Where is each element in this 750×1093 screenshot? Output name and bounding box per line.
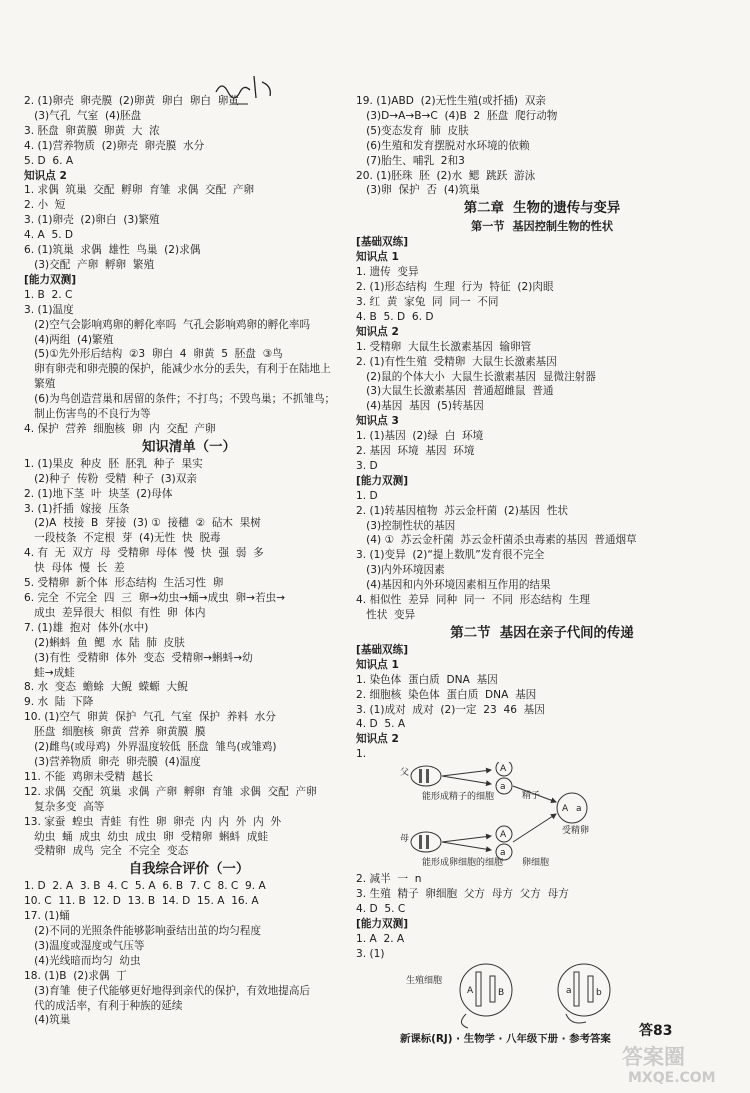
- answer-line: 9. 水 陆 下降: [24, 696, 94, 709]
- answer-line: 3. (1): [356, 947, 385, 960]
- gamete-diagram: [356, 762, 728, 872]
- answer-line: 13. 家蚕 蝗虫 青蛙 有性 卵 卵壳 内 内 外 内 外: [24, 815, 282, 828]
- answer-line: 蛙→成蛙: [24, 666, 75, 679]
- answer-line: 10. C 11. B 12. D 13. B 14. D 15. A 16. A: [24, 895, 259, 908]
- answer-line: 4. 保护 营养 细胞核 卵 内 交配 产卵: [24, 422, 216, 435]
- sperm-cell-caption: 能形成精子的细胞: [422, 792, 495, 803]
- reproductive-cell-caption: 生殖细胞: [406, 975, 443, 986]
- answer-line: (4)两组 (4)繁殖: [24, 333, 114, 346]
- answer-line: 性状 变异: [356, 609, 416, 621]
- answer-line: (3)有性 受精卵 体外 变态 受精卵→蝌蚪→幼: [24, 651, 253, 664]
- answer-line: (2)不同的光照条件能够影响蚕结出茧的均匀程度: [24, 925, 261, 938]
- mother-label: 母: [400, 834, 410, 845]
- answer-line: (7)胎生、哺乳 2和3: [356, 154, 465, 167]
- section-heading: 第二章 生物的遗传与变异: [463, 200, 621, 217]
- answer-line: 4. 相似性 差异 同种 同一 不同 形态结构 生理: [356, 594, 590, 607]
- answer-line: 3. 红 黄 家兔 同 同一 不同: [356, 295, 499, 308]
- answer-line: 4. D 5. C: [356, 902, 406, 915]
- answer-line: 3. 胚盘 卵黄膜 卵黄 大 浓: [24, 124, 160, 137]
- answer-line: 4. D 5. A: [356, 718, 406, 731]
- answer-line: 1. (1)果皮 种皮 胚 胚乳 种子 果实: [24, 457, 203, 470]
- answer-line: 2. (1)有性生殖 受精卵 大鼠生长激素基因: [356, 355, 557, 368]
- answer-label: [能力双测]: [356, 917, 409, 930]
- answer-line: (6)为鸟创造营巢和居留的条件；不打鸟；不毁鸟巢；不抓雏鸟；: [24, 393, 336, 406]
- answer-line: (5)①先外形后结构 ②3 卵白 4 卵黄 5 胚盘 ③鸟: [24, 348, 283, 361]
- answer-line: (2)蝌蚪 鱼 鳃 水 陆 肺 皮肤: [24, 636, 185, 649]
- answer-line: 3. (1)变异 (2)“提上数肌”发育很不完全: [356, 549, 545, 562]
- section-heading: 知识清单（一）: [142, 438, 236, 455]
- answer-label: 知识点 2: [24, 169, 67, 182]
- right-answers-part-a: [356, 94, 728, 762]
- gene-label-A: A: [467, 985, 474, 996]
- answer-line: 1. D: [356, 489, 378, 502]
- answer-line: 4. (1)营养物质 (2)卵壳 卵壳膜 水分: [24, 139, 205, 152]
- answer-label: 知识点 1: [356, 251, 399, 264]
- subsection-heading: 第一节 基因控制生物的性状: [470, 219, 614, 234]
- answer-line: (3)控制性状的基因: [356, 519, 456, 532]
- answer-line: 2. 减半 一 n: [356, 873, 422, 886]
- answer-line: (4)筑巢: [24, 1014, 71, 1027]
- answer-line: 1. B 2. C: [24, 288, 73, 301]
- answer-line: 2. (1)形态结构 生理 行为 特征 (2)肉眼: [356, 281, 554, 294]
- answer-label: [基础双练]: [356, 236, 409, 249]
- father-label: 父: [400, 768, 410, 779]
- answer-column-left: [24, 94, 354, 1028]
- answer-line: 3. (1)成对 成对 (2)一定 23 46 基因: [356, 703, 545, 716]
- answer-line: (3)卵 保护 否 (4)筑巢: [356, 184, 480, 197]
- answer-line: (3)交配 产卵 孵卵 繁殖: [24, 258, 155, 271]
- answer-line: 5. 受精卵 新个体 形态结构 生活习性 卵: [24, 577, 224, 590]
- gene-label-B: B: [498, 987, 505, 998]
- gene-label-a: a: [566, 985, 572, 996]
- answer-line: (2)鼠的个体大小 大鼠生长激素基因 显微注射器: [356, 370, 596, 383]
- answer-line: 5. D 6. A: [24, 154, 74, 167]
- answer-label: [能力双测]: [24, 273, 77, 286]
- section-heading: 第二节 基因在亲子代间的传递: [450, 624, 634, 641]
- answer-line: 1. 染色体 蛋白质 DNA 基因: [356, 673, 498, 686]
- handwritten-scribble: [212, 72, 282, 116]
- answer-line: 3. D: [356, 459, 378, 472]
- answer-line: 3. (1)扦插 嫁接 压条: [24, 502, 130, 515]
- answer-line: 1. 遗传 变异: [356, 266, 419, 279]
- answer-line: 成虫 差异很大 相似 有性 卵 体内: [24, 606, 206, 619]
- answer-line: 4. 有 无 双方 母 受精卵 母体 慢 快 强 弱 多: [24, 547, 264, 560]
- answer-line: 17. (1)蛹: [24, 910, 70, 923]
- answer-line: (4) ① 苏云金杆菌 苏云金杆菌杀虫毒素的基因 普通烟草: [356, 534, 637, 547]
- answer-line: 1. (1)基因 (2)绿 白 环境: [356, 430, 484, 443]
- answer-line: (2)雌鸟(或母鸡) 外界温度较低 胚盘 雏鸟(或雏鸡): [24, 741, 277, 754]
- answer-label: 知识点 3: [356, 415, 399, 428]
- answer-line: (3)D→A→B→C (4)B 2 胚盘 爬行动物: [356, 109, 558, 122]
- answer-line: (4)基因和内外环境因素相互作用的结果: [356, 579, 551, 592]
- answer-line: 代的成活率，有利于种族的延续: [24, 999, 183, 1012]
- egg-caption: 卵细胞: [522, 858, 550, 869]
- answer-line: 快 母体 慢 长 差: [24, 562, 125, 575]
- answer-line: 繁殖: [24, 378, 56, 391]
- answer-column-right: [356, 94, 728, 1034]
- answer-line: 4. B 5. D 6. D: [356, 310, 434, 323]
- gene-label-A-top: A: [500, 764, 507, 775]
- answer-label: [能力双测]: [356, 474, 409, 487]
- sperm-caption: 精子: [522, 791, 541, 802]
- answer-line: 6. 完全 不完全 四 三 卵→幼虫→蛹→成虫 卵→若虫→: [24, 592, 286, 604]
- answer-label: 知识点 1: [356, 658, 399, 671]
- answer-line: 4. A 5. D: [24, 229, 74, 242]
- answer-line: (3)内外环境因素: [356, 564, 445, 577]
- answer-line: 6. (1)筑巢 求偶 雄性 鸟巢 (2)求偶: [24, 244, 201, 257]
- answer-line: (3)育雏 使子代能够更好地得到亲代的保护，有效地提高后: [24, 984, 311, 997]
- answer-line: 复杂多变 高等: [24, 800, 105, 813]
- answer-line: 18. (1)B (2)求偶 丁: [24, 969, 127, 982]
- answer-label: [基础双练]: [356, 643, 409, 656]
- answer-line: 8. 水 变态 蟾蜍 大鲵 蝾螈 大鲵: [24, 681, 188, 694]
- answer-line: 3. (1)温度: [24, 303, 74, 316]
- answer-line: 1. 求偶 筑巢 交配 孵卵 育雏 求偶 交配 产卵: [24, 184, 255, 197]
- answer-label: 知识点 2: [356, 733, 399, 746]
- egg-cell-caption: 能形成卵细胞的细胞: [422, 858, 504, 869]
- answer-label: 知识点 2: [356, 325, 399, 338]
- watermark-url: MXQE.COM: [628, 1070, 716, 1086]
- answer-line: 一段枝条 不定根 芽 (4)无性 快 脱毒: [24, 532, 221, 545]
- answer-line: 幼虫 蛹 成虫 幼虫 成虫 卵 受精卵 蝌蚪 成蛙: [24, 830, 269, 843]
- answer-line: (2)A 枝接 B 芽接 (3) ① 接穗 ② 砧木 果树: [24, 517, 261, 530]
- gene-label-a-bottom: a: [500, 848, 506, 859]
- answer-line: 2. 基因 环境 基因 环境: [356, 445, 475, 458]
- answer-line: 受精卵 成鸟 完全 不完全 变态: [24, 845, 189, 858]
- answer-line: 1. 受精卵 大鼠生长激素基因 输卵管: [356, 340, 532, 353]
- answer-line: 11. 不能 鸡卵未受精 越长: [24, 770, 154, 783]
- answer-line: (3)营养物质 卵壳 卵壳膜 (4)温度: [24, 755, 201, 768]
- zygote-caption: 受精卵: [562, 826, 590, 837]
- answer-line: 1. D 2. A 3. B 4. C 5. A 6. B 7. C 8. C 9. A: [24, 880, 266, 893]
- answer-line: 1.: [356, 748, 367, 761]
- answer-line: 3. (1)卵壳 (2)卵白 (3)繁殖: [24, 214, 160, 227]
- answer-line: (3)气孔 气室 (4)胚盘: [24, 109, 142, 122]
- gene-label-A-bottom: A: [500, 830, 507, 841]
- section-heading: 自我综合评价（一）: [128, 861, 250, 878]
- answer-line: 2. (1)地下茎 叶 块茎 (2)母体: [24, 487, 173, 500]
- answer-line: (2)种子 传粉 受精 种子 (3)双亲: [24, 472, 197, 485]
- answer-line: 1. A 2. A: [356, 932, 405, 945]
- answer-line: 2. (1)转基因植物 苏云金杆菌 (2)基因 性状: [356, 504, 569, 517]
- answer-line: 12. 求偶 交配 筑巢 求偶 产卵 孵卵 育雏 求偶 交配 产卵: [24, 785, 317, 798]
- answer-line: 胚盘 细胞核 卵黄 营养 卵黄膜 膜: [24, 726, 206, 739]
- answer-line: (2)空气会影响鸡卵的孵化率吗 气孔会影响鸡卵的孵化率吗: [24, 318, 311, 331]
- gene-label-a-top: a: [500, 782, 506, 793]
- watermark-logo: 答案圈: [622, 1044, 685, 1069]
- answer-line: 19. (1)ABD (2)无性生殖(或扦插) 双亲: [356, 95, 546, 107]
- answer-line: 7. (1)雄 抱对 体外(水中): [24, 621, 149, 634]
- answer-line: 制止伤害鸟的不良行为等: [24, 408, 151, 421]
- answer-line: 2. (1)卵壳 卵壳膜 (2)卵黄 卵白 卵白 卵黄: [24, 95, 239, 107]
- answer-line: 10. (1)空气 卵黄 保护 气孔 气室 保护 养料 水分: [24, 711, 276, 724]
- answer-line: (3)大鼠生长激素基因 普通超雌鼠 普通: [356, 385, 554, 398]
- answer-line: (6)生殖和发育摆脱对水环境的依赖: [356, 139, 530, 152]
- gene-label-b: b: [596, 987, 602, 998]
- answer-line: 20. (1)胚珠 胚 (2)水 鳃 跳跃 游泳: [356, 169, 536, 182]
- answer-line: 2. 小 短: [24, 199, 66, 212]
- answer-line: (3)温度或湿度或气压等: [24, 939, 145, 952]
- gene-label-zygote-a: a: [576, 804, 582, 815]
- answer-line: 2. 细胞核 染色体 蛋白质 DNA 基因: [356, 688, 537, 701]
- answer-line: (4)基因 基因 (5)转基因: [356, 400, 484, 413]
- page-number: 答83: [639, 1023, 673, 1039]
- answer-line: (5)变态发育 肺 皮肤: [356, 124, 469, 137]
- right-answers-part-b: [356, 872, 728, 961]
- gene-label-zygote-A: A: [562, 804, 569, 815]
- answer-line: (4)光线暗而均匀 幼虫: [24, 954, 141, 967]
- answer-line: 3. 生殖 精子 卵细胞 父方 母方 父方 母方: [356, 888, 569, 901]
- answer-line: 卵有卵壳和卵壳膜的保护，能减少水分的丢失，有利于在陆地上: [24, 363, 331, 376]
- page-footer: 新课标(RJ) · 生物学 · 八年级下册 · 参考答案: [400, 1033, 611, 1045]
